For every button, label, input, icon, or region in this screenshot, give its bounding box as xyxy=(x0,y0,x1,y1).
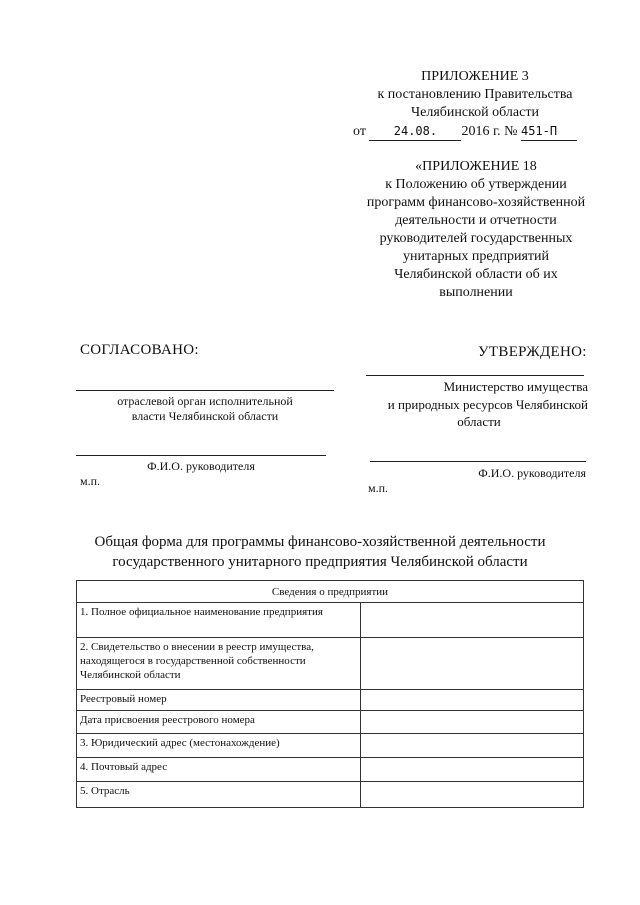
left-org-caption xyxy=(76,394,334,424)
appendix-3-line1: к постановлению Правительства xyxy=(377,87,573,102)
appendix-18-line: Челябинской области об их xyxy=(394,267,558,282)
appendix-18-block xyxy=(345,158,607,302)
row-value xyxy=(360,734,583,758)
row-label: 2. Свидетельство о внесении в реестр имущества, находящегося в государственной собственности Челябинской области xyxy=(77,638,361,690)
row-value xyxy=(360,758,583,782)
left-org-line2: власти Челябинской области xyxy=(131,409,279,423)
row-value xyxy=(360,782,583,808)
left-fio-caption: Ф.И.О. руководителя xyxy=(147,459,255,473)
appendix-18-line: выполнении xyxy=(439,285,513,300)
signature-line xyxy=(370,461,586,462)
date-value: 24.08. xyxy=(369,122,461,141)
table-row xyxy=(77,690,584,711)
appendix-18-line: к Положению об утверждении xyxy=(385,177,567,192)
approved-right-heading: УТВЕРЖДЕНО: xyxy=(478,344,587,360)
appendix-3-line2: Челябинской области xyxy=(411,105,539,120)
right-org-caption xyxy=(340,378,588,430)
right-org-line1: Министерство имущества xyxy=(443,379,588,394)
row-label: 3. Юридический адрес (местонахождение) xyxy=(77,734,361,758)
table-header-row xyxy=(77,581,584,603)
table-row xyxy=(77,758,584,782)
left-stamp-label: м.п. xyxy=(80,474,101,488)
appendix-18-title: «ПРИЛОЖЕНИЕ 18 xyxy=(415,159,537,174)
left-org-line1: отраслевой орган исполнительной xyxy=(117,394,293,408)
row-label: Реестровый номер xyxy=(77,690,361,711)
table-row xyxy=(77,603,584,638)
form-title xyxy=(60,532,580,572)
row-value xyxy=(360,690,583,711)
appendix-18-line: программ финансово-хозяйственной xyxy=(366,195,586,210)
appendix-3-block xyxy=(350,68,600,122)
appendix-18-line: руководителей государственных xyxy=(379,231,573,246)
form-title-line2: государственного унитарного предприятия Челябинской области xyxy=(112,554,528,570)
row-value xyxy=(360,603,583,638)
row-label: Дата присвоения реестрового номера xyxy=(77,711,361,734)
table-header: Сведения о предприятии xyxy=(77,581,584,603)
table-row xyxy=(77,711,584,734)
table-row xyxy=(77,638,584,690)
signature-line xyxy=(366,375,584,376)
right-stamp-label: м.п. xyxy=(368,481,389,495)
table-row xyxy=(77,782,584,808)
appendix-18-line: деятельности и отчетности xyxy=(395,213,557,228)
appendix-18-line: унитарных предприятий xyxy=(402,249,550,264)
row-value xyxy=(360,711,583,734)
form-title-line1: Общая форма для программы финансово-хозяйственной деятельности xyxy=(94,534,546,550)
signature-line xyxy=(76,455,326,456)
year-text: 2016 г. № xyxy=(461,124,518,139)
row-label: 1. Полное официальное наименование предприятия xyxy=(77,603,361,638)
right-fio-caption: Ф.И.О. руководителя xyxy=(478,466,586,480)
row-value xyxy=(360,638,583,690)
date-prefix: от xyxy=(353,124,366,139)
row-label: 4. Почтовый адрес xyxy=(77,758,361,782)
appendix-3-title: ПРИЛОЖЕНИЕ 3 xyxy=(421,69,529,84)
signature-line xyxy=(76,390,334,391)
enterprise-info-table xyxy=(76,580,584,808)
row-label: 5. Отрасль xyxy=(77,782,361,808)
right-org-line2: и природных ресурсов Челябинской xyxy=(387,397,588,412)
approved-left-heading: СОГЛАСОВАНО: xyxy=(80,342,199,358)
table-row xyxy=(77,734,584,758)
appendix-3-date-line xyxy=(353,122,603,141)
right-org-line3: области xyxy=(457,414,501,429)
decree-number: 451-П xyxy=(521,122,577,141)
